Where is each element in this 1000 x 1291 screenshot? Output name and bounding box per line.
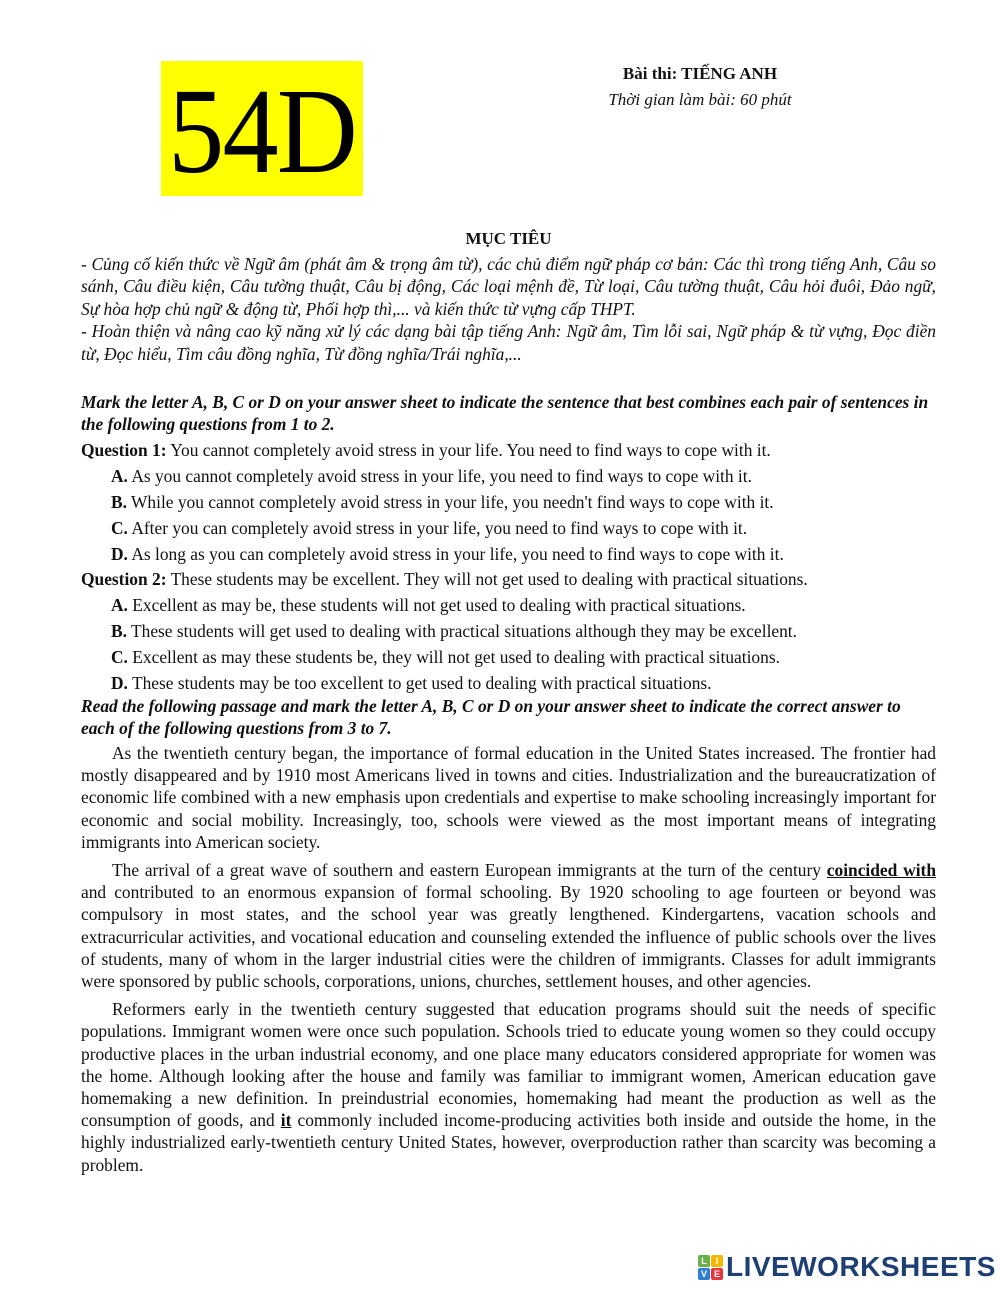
option-text: These students may be too excellent to get used to dealing with practical situations. (131, 673, 712, 694)
logo-tile: L (698, 1255, 710, 1267)
option-letter: D. (111, 543, 128, 564)
option-letter: B. (111, 621, 127, 642)
option-b[interactable] (111, 620, 936, 643)
worksheet-content (81, 228, 936, 1176)
option-text: As you cannot completely avoid stress in your life, you need to find ways to cope with it. (131, 465, 752, 486)
passage-text: The arrival of a great wave of southern and eastern European immigrants at the turn of the century (112, 860, 827, 881)
logo-tile: V (698, 1268, 710, 1280)
question-stem (81, 439, 936, 462)
passage-paragraph-3 (81, 998, 936, 1176)
option-text: Excellent as may these students be, they will not get used to dealing with practical situations. (132, 647, 780, 668)
objective-item: - Hoàn thiện và nâng cao kỹ năng xử lý các dạng bài tập tiếng Anh: Ngữ âm, Tìm lỗi sai, Ngữ pháp & từ vựng, Đọc điền từ, Đọc hiểu, Tìm câu đồng nghĩa, Từ đồng nghĩa/Trái nghĩa,... (81, 321, 936, 364)
passage-text: Reformers early in the twentieth century suggested that education programs should suit the needs of specific populations. Immigrant women were once such population. Schools tried to educate young women so they could occupy productive places in the urban industrial economy, and one place many educators considered appropriate for women was the home. Although looking after the house and family was familiar to immigrant women, American education gave homemaking a new definition. In preindustrial economies, homemaking had meant the production as well as the consumption of goods, and (81, 999, 936, 1131)
question-text: You cannot completely avoid stress in your life. You need to find ways to cope with it. (170, 439, 771, 460)
exam-code: 54D (168, 63, 356, 199)
live-tiles-icon (698, 1255, 723, 1280)
option-a[interactable] (111, 465, 936, 488)
logo-tile: E (711, 1268, 723, 1280)
passage-paragraph-1: As the twentieth century began, the importance of formal education in the United States increased. The frontier had mostly disappeared and by 1910 most Americans lived in towns and cities. Industrialization and the bureaucratization of economic life combined with a new emphasis upon credentials and expertise to make schooling increasingly important for economic and social mobility. Increasingly, too, schools were viewed as the most important means of integrating immigrants into American society. (81, 743, 936, 852)
option-letter: D. (111, 673, 128, 694)
option-letter: C. (111, 647, 128, 668)
objectives-title: MỤC TIÊU (465, 229, 552, 248)
question-text: These students may be excellent. They will not get used to dealing with practical situations. (170, 569, 808, 590)
option-text: As long as you can completely avoid stress in your life, you need to find ways to cope with it. (131, 543, 784, 564)
option-a[interactable] (111, 594, 936, 617)
logo-tile: I (711, 1255, 723, 1267)
option-text: Excellent as may be, these students will not get used to dealing with practical situations. (132, 595, 746, 616)
passage-text: and contributed to an enormous expansion of formal schooling. By 1920 schooling to age fourteen or beyond was compulsory in most states, and the school year was greatly lengthened. Kindergartens, vacation schools and extracurricular activities, and vocational education and counseling extended the influence of public schools over the lives of students, many of whom in the larger industrial cities were the children of immigrants. Classes for adult immigrants were sponsored by public schools, corporations, unions, churches, settlement houses, and other agencies. (81, 882, 936, 992)
option-text: These students will get used to dealing with practical situations although they may be excellent. (131, 621, 797, 642)
objectives-section (81, 228, 936, 366)
option-d[interactable] (111, 672, 936, 695)
exam-time: Thời gian làm bài: 60 phút (608, 90, 792, 109)
logo-text: LIVEWORKSHEETS (726, 1251, 996, 1282)
question-stem (81, 568, 936, 591)
liveworksheets-logo (698, 1252, 996, 1282)
underlined-phrase: coincided with (826, 860, 936, 881)
option-text: After you can completely avoid stress in your life, you need to find ways to cope with it. (131, 517, 748, 538)
exam-info (560, 61, 840, 113)
exam-subject: Bài thi: TIẾNG ANH (622, 64, 778, 83)
question-1 (81, 439, 936, 566)
question-2 (81, 568, 936, 695)
question-label: Question 1: (81, 439, 167, 460)
section2-instruction: Read the following passage and mark the letter A, B, C or D on your answer sheet to indicate the correct answer to each of the following questions from 3 to 7. (81, 695, 901, 739)
option-b[interactable] (111, 491, 936, 514)
question-label: Question 2: (81, 569, 167, 590)
reading-passage (81, 742, 936, 1176)
option-letter: B. (111, 491, 127, 512)
section1-instruction: Mark the letter A, B, C or D on your answer sheet to indicate the sentence that best combines each pair of sentences in the following questions from 1 to 2. (81, 391, 929, 435)
passage-text: commonly included income-producing activities both inside and outside the home, in the highly industrialized early-twentieth century United States, however, overproduction rather than scarcity was becoming a problem. (81, 1110, 936, 1175)
exam-code-badge (161, 61, 363, 199)
objective-item: - Củng cố kiến thức về Ngữ âm (phát âm & trọng âm từ), các chủ điểm ngữ pháp cơ bản: Các thì trong tiếng Anh, Câu so sánh, Câu điều kiện, Câu tường thuật, Câu bị động, Các loại mệnh đề, Từ loại, Câu tường thuật, Câu hỏi đuôi, Đảo ngữ, Sự hòa hợp chủ ngữ & động từ, Phối hợp thì,... và kiến thức từ vựng cấp THPT. (81, 253, 936, 319)
option-d[interactable] (111, 543, 936, 566)
passage-paragraph-2 (81, 859, 936, 992)
option-letter: A. (111, 595, 128, 616)
option-letter: A. (111, 465, 128, 486)
option-text: While you cannot completely avoid stress in your life, you needn't find ways to cope with it. (131, 491, 774, 512)
underlined-word: it (280, 1110, 292, 1131)
option-letter: C. (111, 517, 128, 538)
option-c[interactable] (111, 517, 936, 540)
option-c[interactable] (111, 646, 936, 669)
